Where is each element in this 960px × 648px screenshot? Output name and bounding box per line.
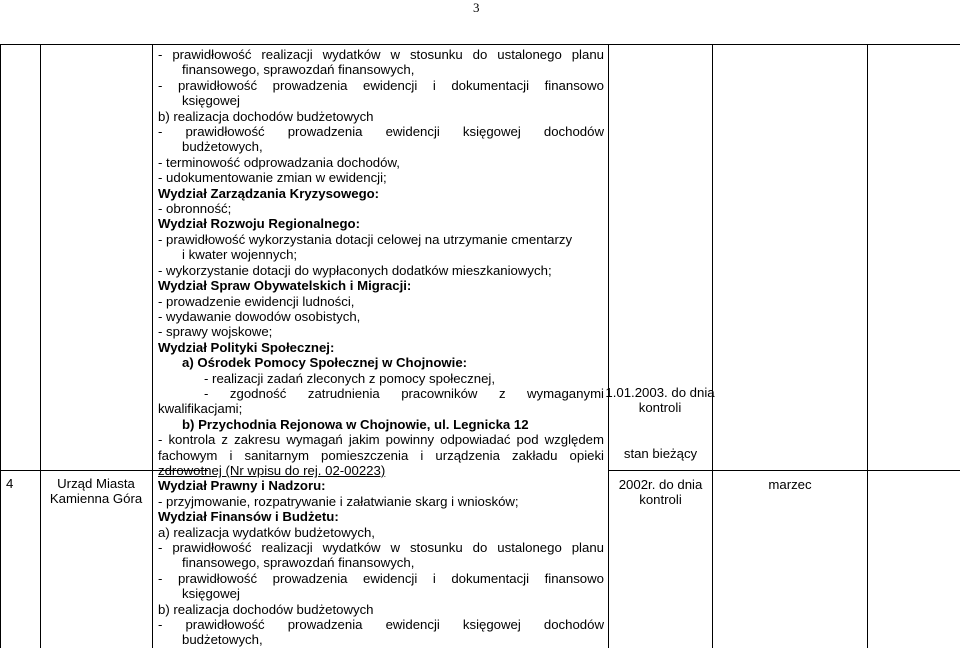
column-divider xyxy=(608,44,609,648)
scope-line: finansowego, sprawozdań finansowych, xyxy=(182,62,415,78)
scope-line: księgowej xyxy=(182,586,240,602)
department-heading: Wydział Zarządzania Kryzysowego: xyxy=(158,185,380,201)
scope-line: kwalifikacjami; xyxy=(158,401,243,417)
table-left-border xyxy=(0,44,1,648)
scope-line: zdrowotnej (Nr wpisu do rej. 02-00223) xyxy=(158,462,386,478)
scope-line: finansowego, sprawozdań finansowych, xyxy=(182,555,415,571)
scope-line: a) realizacja wydatków budżetowych, xyxy=(158,524,375,540)
table-top-border xyxy=(0,44,960,45)
column-divider xyxy=(712,44,713,648)
column-divider xyxy=(152,44,153,648)
period-line1: 1.01.2003. do dnia xyxy=(605,385,715,400)
scope-line: - zgodność zatrudnienia pracowników z wymaganymi xyxy=(204,385,604,401)
scope-line: - prawidłowość prowadzenia ewidencji i dokumentacji finansowo xyxy=(158,570,604,586)
department-heading: Wydział Spraw Obywatelskich i Migracji: xyxy=(158,278,412,294)
inspection-period xyxy=(604,385,716,416)
scope-line: fachowym i sanitarnym pomieszczenia i urządzenia zakładu opieki xyxy=(158,447,604,463)
column-divider xyxy=(867,44,868,648)
scope-line: budżetowych, xyxy=(182,632,263,648)
scope-line: b) realizacja dochodów budżetowych xyxy=(158,108,374,124)
scope-line: - prawidłowość prowadzenia ewidencji księgowej dochodów xyxy=(158,617,604,633)
period-line2: kontroli xyxy=(639,492,682,508)
subunit-heading: b) Przychodnia Rejonowa w Chojnowie, ul. Legnicka 12 xyxy=(182,416,529,432)
department-heading: Wydział Prawny i Nadzoru: xyxy=(158,478,326,494)
column-divider xyxy=(40,44,41,648)
scope-line: - wykorzystanie dotacji do wypłaconych dodatków mieszkaniowych; xyxy=(158,262,552,278)
scope-line: - prowadzenie ewidencji ludności, xyxy=(158,293,355,309)
row-number: 4 xyxy=(6,476,14,491)
scope-line: - terminowość odprowadzania dochodów, xyxy=(158,154,400,170)
scope-line: - udokumentowanie zmian w ewidencji; xyxy=(158,170,387,186)
scope-line: b) realizacja dochodów budżetowych xyxy=(158,601,374,617)
department-heading: Wydział Polityki Społecznej: xyxy=(158,339,335,355)
scope-line: - kontrola z zakresu wymagań jakim powinny odpowiadać pod względem xyxy=(158,432,604,448)
unit-name xyxy=(42,476,150,507)
department-heading: Wydział Rozwoju Regionalnego: xyxy=(158,216,360,232)
unit-name-line1: Urząd Miasta xyxy=(57,476,135,491)
scope-line: - prawidłowość prowadzenia ewidencji księgowej dochodów xyxy=(158,124,604,140)
department-heading: Wydział Finansów i Budżetu: xyxy=(158,509,339,525)
scope-line: i kwater wojennych; xyxy=(182,247,298,263)
unit-name-line2: Kamienna Góra xyxy=(49,491,143,507)
scope-line: - przyjmowanie, rozpatrywanie i załatwianie skarg i wniosków; xyxy=(158,493,519,509)
inspection-period-status: stan bieżący xyxy=(623,446,698,461)
subunit-heading: a) Ośrodek Pomocy Społecznej w Chojnowie: xyxy=(182,355,468,371)
inspection-period-2 xyxy=(609,477,712,508)
inspection-scope xyxy=(158,47,604,648)
scope-line: - prawidłowość wykorzystania dotacji celowej na utrzymanie cmentarzy xyxy=(158,231,573,247)
scope-line: - prawidłowość realizacji wydatków w stosunku do ustalonego planu xyxy=(158,540,604,555)
inspection-month: marzec xyxy=(768,477,812,492)
scope-line: - sprawy wojskowe; xyxy=(158,324,273,340)
period-line2: kontroli xyxy=(638,400,682,416)
scope-line: - realizacji zadań zleconych z pomocy społecznej, xyxy=(204,370,495,386)
scope-line: - wydawanie dowodów osobistych, xyxy=(158,308,361,324)
page-number: 3 xyxy=(473,0,480,15)
scope-line: budżetowych, xyxy=(182,139,263,155)
scope-line: - prawidłowość prowadzenia ewidencji i dokumentacji finansowo xyxy=(158,77,604,93)
scope-line: księgowej xyxy=(182,93,240,109)
scope-line: - prawidłowość realizacji wydatków w stosunku do ustalonego planu xyxy=(158,47,604,62)
period-line1: 2002r. do dnia xyxy=(618,477,703,492)
row-divider xyxy=(608,470,960,471)
scope-line: - obronność; xyxy=(158,201,232,217)
